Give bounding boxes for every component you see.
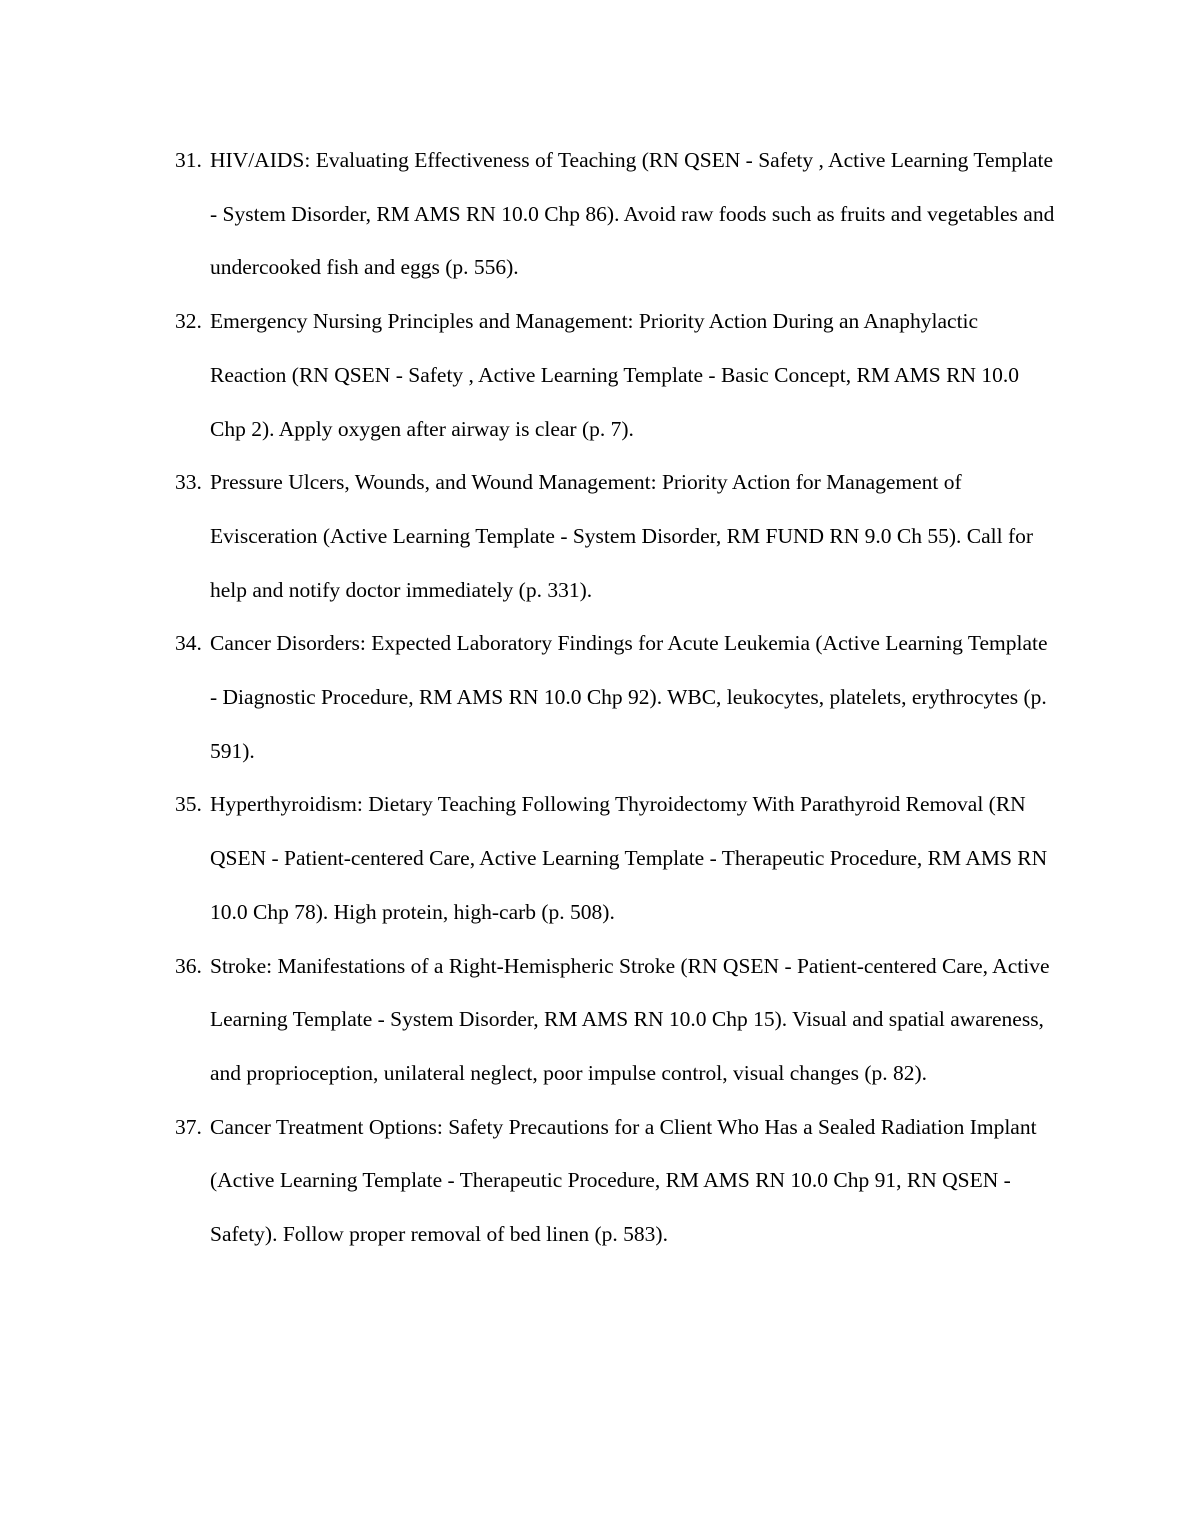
list-item — [175, 456, 1055, 617]
item-number: 35. — [175, 792, 202, 817]
item-number: 33. — [175, 470, 202, 495]
item-number: 32. — [175, 309, 202, 334]
item-number: 36. — [175, 953, 202, 978]
item-number: 31. — [175, 148, 202, 172]
item-number: 34. — [175, 631, 202, 656]
item-text: Hyperthyroidism: Dietary Teaching Following Thyroidectomy With Parathyroid Removal (RN QSEN - Patient-centered Care, Active Learning Template - Therapeutic Procedure, RM AMS RN 10.0 Chp 78). High protein, high-carb (p. 508). — [210, 792, 1048, 924]
item-text: Stroke: Manifestations of a Right-Hemispheric Stroke (RN QSEN - Patient-centered Care, Active Learning Template - System Disorder, RM AMS RN 10.0 Chp 15). Visual and spatial awareness, and proprioception, unilateral neglect, poor impulse control, visual changes (p. 82). — [210, 953, 1050, 1085]
item-number: 37. — [175, 1114, 202, 1139]
list-item — [175, 778, 1055, 939]
item-text: Cancer Disorders: Expected Laboratory Findings for Acute Leukemia (Active Learning Template - Diagnostic Procedure, RM AMS RN 10.0 Chp 92). WBC, leukocytes, platelets, erythrocytes (p. 591). — [210, 631, 1048, 763]
numbered-list — [175, 134, 1055, 1262]
list-item — [175, 940, 1055, 1101]
item-text: Pressure Ulcers, Wounds, and Wound Management: Priority Action for Management of Evisceration (Active Learning Template - System Disorder, RM FUND RN 9.0 Ch 55). Call for help and notify doctor immediately (p. 331). — [210, 470, 1034, 602]
item-text: Emergency Nursing Principles and Management: Priority Action During an Anaphylactic Reaction (RN QSEN - Safety , Active Learning Template - Basic Concept, RM AMS RN 10.0 Chp 2). Apply oxygen after airway is clear (p. 7). — [210, 309, 1020, 441]
item-text: HIV/AIDS: Evaluating Effectiveness of Teaching (RN QSEN - Safety , Active Learning Template - System Disorder, RM AMS RN 10.0 Chp 86). Avoid raw foods such as fruits and vegetables and undercooked fish and eggs (p. 556). — [210, 148, 1055, 280]
list-item — [175, 617, 1055, 778]
list-item — [175, 134, 1055, 295]
list-item — [175, 1101, 1055, 1262]
item-text: Cancer Treatment Options: Safety Precautions for a Client Who Has a Sealed Radiation Implant (Active Learning Template - Therapeutic Procedure, RM AMS RN 10.0 Chp 91, RN QSEN - Safety). Follow proper removal of bed linen (p. 583). — [210, 1114, 1037, 1247]
list-item — [175, 295, 1055, 456]
